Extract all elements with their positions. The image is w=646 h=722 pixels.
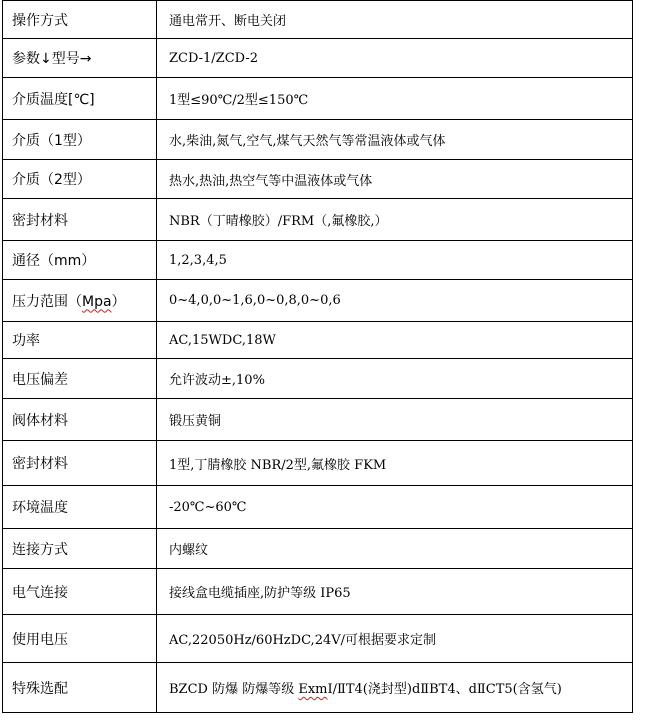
row-value-connection: 内螺纹 (157, 529, 633, 569)
row-label-medium-type1: 介质（1型） (3, 120, 157, 160)
table-row (3, 1, 633, 39)
table-row (3, 663, 633, 713)
row-value-param-model: ZCD-1/ZCD-2 (157, 39, 633, 78)
table-row (3, 486, 633, 529)
table-row (3, 160, 633, 199)
table-row (3, 615, 633, 663)
row-label-voltage-deviation: 电压偏差 (3, 359, 157, 399)
row-value-medium-temp: 1型≤90℃/2型≤150℃ (157, 78, 633, 120)
pressure-label-unit: Mpa (82, 293, 112, 310)
row-label-diameter: 通径（mm） (3, 241, 157, 280)
table-row (3, 399, 633, 441)
table-row (3, 280, 633, 322)
row-value-operating-voltage: AC,22050Hz/60HzDC,24V/可根据要求定制 (157, 615, 633, 663)
row-value-electrical: 接线盒电缆插座,防护等级 IP65 (157, 569, 633, 615)
table-row (3, 569, 633, 615)
row-label-power: 功率 (3, 322, 157, 359)
row-label-ambient-temp: 环境温度 (3, 486, 157, 529)
row-value-special-options (157, 663, 633, 713)
row-value-medium-type2: 热水,热油,热空气等中温液体或气体 (157, 160, 633, 199)
row-value-body-material: 锻压黄铜 (157, 399, 633, 441)
row-label-special-options: 特殊选配 (3, 663, 157, 713)
row-label-operation-mode: 操作方式 (3, 1, 157, 39)
table-row (3, 120, 633, 160)
row-label-connection: 连接方式 (3, 529, 157, 569)
row-value-diameter: 1,2,3,4,5 (157, 241, 633, 280)
row-value-seal-material: NBR（丁晴橡胶）/FRM（,氟橡胶,） (157, 199, 633, 241)
table-row (3, 441, 633, 486)
row-label-medium-temp: 介质温度[℃] (3, 78, 157, 120)
row-label-pressure-range (3, 280, 157, 322)
row-label-param-model: 参数↓型号→ (3, 39, 157, 78)
pressure-label-suffix: ） (111, 293, 126, 310)
spec-table (2, 0, 633, 713)
table-row (3, 241, 633, 280)
row-label-seal-material: 密封材料 (3, 199, 157, 241)
row-label-electrical: 电气连接 (3, 569, 157, 615)
special-options-exm: Exm (298, 682, 328, 697)
row-value-voltage-deviation: 允许波动±,10% (157, 359, 633, 399)
row-label-medium-type2: 介质（2型） (3, 160, 157, 199)
table-row (3, 78, 633, 120)
row-value-power: AC,15WDC,18W (157, 322, 633, 359)
special-options-suffix: Ⅰ/ⅡT4(浇封型)dⅡBT4、dⅡCT5(含氢气) (327, 682, 562, 697)
row-label-seal-material-2: 密封材料 (3, 441, 157, 486)
table-row (3, 322, 633, 359)
row-value-ambient-temp: -20℃~60℃ (157, 486, 633, 529)
row-value-seal-material-2: 1型,丁腈橡胶 NBR/2型,氟橡胶 FKM (157, 441, 633, 486)
row-label-body-material: 阀体材料 (3, 399, 157, 441)
row-label-operating-voltage: 使用电压 (3, 615, 157, 663)
table-row (3, 199, 633, 241)
pressure-label-prefix: 压力范围（ (12, 293, 82, 310)
special-options-prefix: BZCD 防爆 防爆等级 (169, 682, 299, 697)
table-row (3, 39, 633, 78)
table-row (3, 359, 633, 399)
row-value-operation-mode: 通电常开、断电关闭 (157, 1, 633, 39)
table-row (3, 529, 633, 569)
row-value-medium-type1: 水,柴油,氮气,空气,煤气天然气等常温液体或气体 (157, 120, 633, 160)
row-value-pressure-range: 0~4,0,0~1,6,0~0,8,0~0,6 (157, 280, 633, 322)
